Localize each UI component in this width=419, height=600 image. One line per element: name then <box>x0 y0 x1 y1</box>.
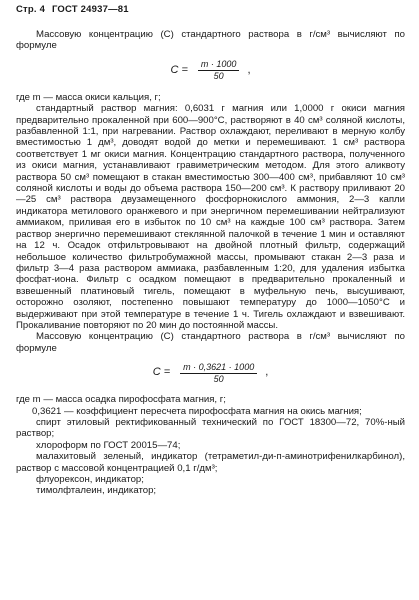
paragraph-magnesium-standard: стандартный раствор магния: 0,6031 г магния или 1,0000 г окиси магния предварительно прокаленной при 600—900°С, растворяют в 40 см³ соляной кислоты, разбавленной 1:1, при нагревании. Раствор охлаждают, переливают в мерную колбу вместимостью 1 дм³, доводят водой до метки и перемешивают. 1 см³ раствора соответствует 1 мг окиси магния. Концентрацию стандартного раствора, полученного из окиси магния, устанавливают гравиметрическим методом. Для этого аликвоту раствора 50 см³ помещают в стакан вместимостью 300—400 см³, прибавляют 10 см³ соляной кислоты и воды до объема раствора 150—200 см³. К раствору приливают 20—25 см³ раствора двузамещенного фосфорнокислого аммония, 2—3 капли индикатора метилового оранжевого и при энергичном перемешивании нейтрализуют аммиаком, приливая его в избыток по 10 см³ на каждые 100 см³ раствора. Затем раствор энергично перемешивают стеклянной палочкой в течение 1 мин и оставляют на 12 ч. Осадок отфильтровывают на двойной плотный фильтр, содержащий небольшое количество фильтробумажной массы, промывают стакан 2—3 раза и фильтр 3—4 раза раствором аммиака, разбавленным 1:20, для удаления избытка фосфат-иона. Фильтр с осадком помещают в предварительно прокаленный и взвешенный платиновый тигель, помещают в муфельную печь, высушивают, осторожно озоляют, постепенно повышают температуру до 1000—1050°С и выдерживают при этой температуре в течение 1 ч. Тигель охлаждают и взвешивают. Прокаливание повторяют по 20 мин до постоянной массы. <box>16 103 405 331</box>
page-header <box>16 4 405 19</box>
paragraph-formula-intro-1: Массовую концентрацию (С) стандартного раствора в г/см³ вычисляют по формуле <box>16 29 405 52</box>
paragraph-coefficient: 0,3621 — коэффициент пересчета пирофосфата магния на окись магния; <box>32 405 362 417</box>
formula-1-trail: , <box>247 64 251 77</box>
paragraph-ethanol: спирт этиловый ректификованный технический по ГОСТ 18300—72, 70%-ный раствор; <box>16 416 405 440</box>
formula-1-lhs: C = <box>170 64 188 77</box>
standard-code: ГОСТ 24937—81 <box>51 4 129 15</box>
paragraph-formula-intro-2: Массовую концентрацию (С) стандартного раствора в г/см³ вычисляют по формуле <box>16 331 405 354</box>
paragraph-chloroform: хлороформ по ГОСТ 20015—74; <box>36 439 181 451</box>
formula-2-fraction <box>180 362 257 385</box>
page-number: Стр. 4 <box>16 4 46 15</box>
formula-1-fraction <box>198 59 240 82</box>
paragraph-fluorexon: флуорексон, индикатор; <box>36 474 144 485</box>
paragraph-thymolphthalein: тимолфталеин, индикатор; <box>36 485 157 497</box>
paragraph-malachite-green: малахитовый зеленый, индикатор (тетраметил-ди-п-аминотрифенилкарбинол), раствор с массовой концентрацией 0,1 г/дм³; <box>16 451 405 474</box>
formula-1-denominator: 50 <box>213 71 224 82</box>
formula-2-numerator: m · 0,3621 · 1000 <box>180 362 257 374</box>
formula-2 <box>16 356 405 390</box>
formula-2-denominator: 50 <box>213 373 224 384</box>
formula-2-trail: , <box>265 366 269 379</box>
formula-1 <box>16 54 405 88</box>
formula-2-lhs: C = <box>152 366 171 379</box>
paragraph-where-1: где m — масса окиси кальция, г; <box>16 91 161 103</box>
paragraph-where-2: где m — масса осадка пирофосфата магния, г; <box>16 394 226 406</box>
formula-1-numerator: m · 1000 <box>198 59 240 71</box>
